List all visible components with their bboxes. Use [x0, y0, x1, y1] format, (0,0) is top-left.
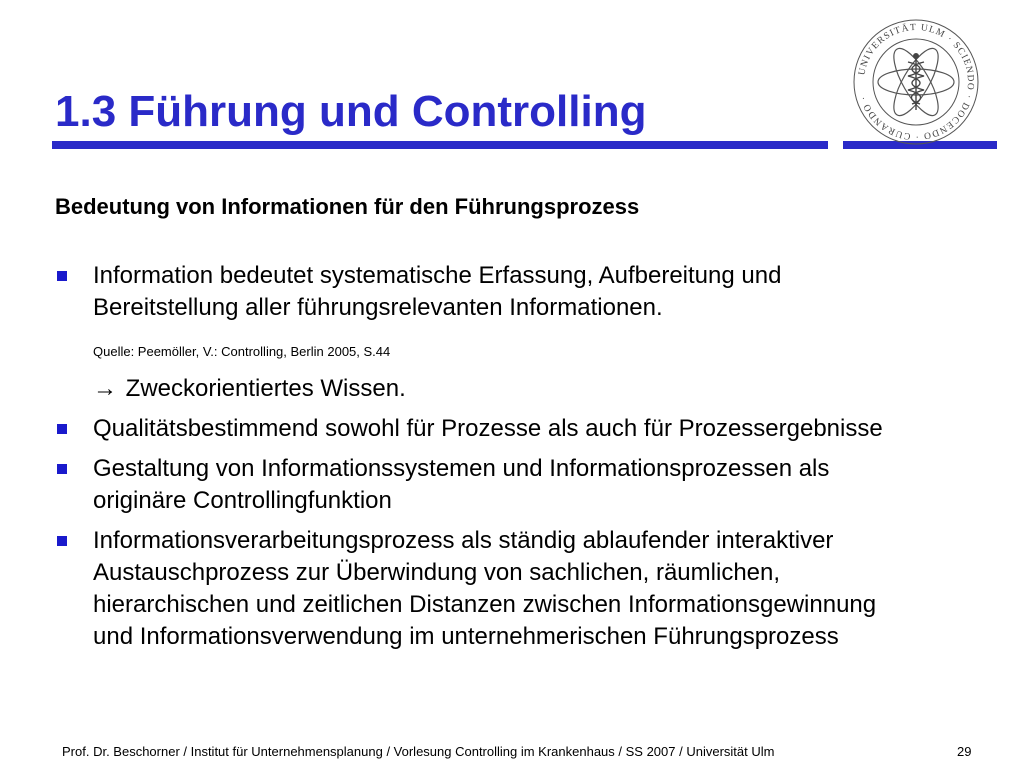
arrow-conclusion	[55, 373, 995, 405]
bullet-text-line: Gestaltung von Informationssystemen und Informationsprozessen als	[93, 455, 830, 482]
bullet-text-line: Bereitstellung aller führungsrelevanten Informationen.	[93, 294, 663, 321]
square-bullet-icon	[57, 271, 67, 281]
bullet-text-line: Informationsverarbeitungsprozess als ständig ablaufender interaktiver	[93, 527, 834, 554]
footer-text: Prof. Dr. Beschorner / Institut für Unternehmensplanung / Vorlesung Controlling im Krankenhaus / SS 2007 / Universität Ulm	[62, 744, 775, 759]
bullet-item-gestaltung	[55, 453, 995, 517]
source-note: Quelle: Peemöller, V.: Controlling, Berlin 2005, S.44	[93, 344, 391, 359]
page-number: 29	[957, 744, 972, 759]
seal-text: UNIVERSITÄT ULM · SCIENDO · DOCENDO · CURANDO ·	[857, 22, 976, 142]
bullet-text-line: Information bedeutet systematische Erfassung, Aufbereitung und	[93, 262, 782, 289]
right-arrow-icon: →	[93, 375, 117, 402]
bullet-item-qualitaet	[55, 413, 995, 445]
arrow-conclusion-text: Zweckorientiertes Wissen.	[125, 375, 406, 402]
bullet-text-line: und Informationsverwendung im unternehmerischen Führungsprozess	[93, 623, 839, 650]
title-underline	[52, 141, 828, 149]
bullet-text-line: hierarchischen und zeitlichen Distanzen zwischen Informationsgewinnung	[93, 591, 877, 618]
square-bullet-icon	[57, 464, 67, 474]
square-bullet-icon	[57, 536, 67, 546]
square-bullet-icon	[57, 424, 67, 434]
slide-subtitle: Bedeutung von Informationen für den Führungsprozess	[55, 194, 640, 219]
bullet-text-line: Austauschprozess zur Überwindung von sachlichen, räumlichen,	[93, 559, 781, 586]
bullet-item-informationsverarbeitung	[55, 525, 995, 653]
bullet-text-line: Qualitätsbestimmend sowohl für Prozesse als auch für Prozessergebnisse	[93, 415, 883, 442]
slide-title: 1.3 Führung und Controlling	[55, 87, 647, 136]
bullet-item-information	[55, 260, 995, 324]
university-seal-logo	[852, 18, 980, 146]
bullet-text-line: originäre Controllingfunktion	[93, 487, 392, 514]
slide-body	[55, 260, 995, 653]
